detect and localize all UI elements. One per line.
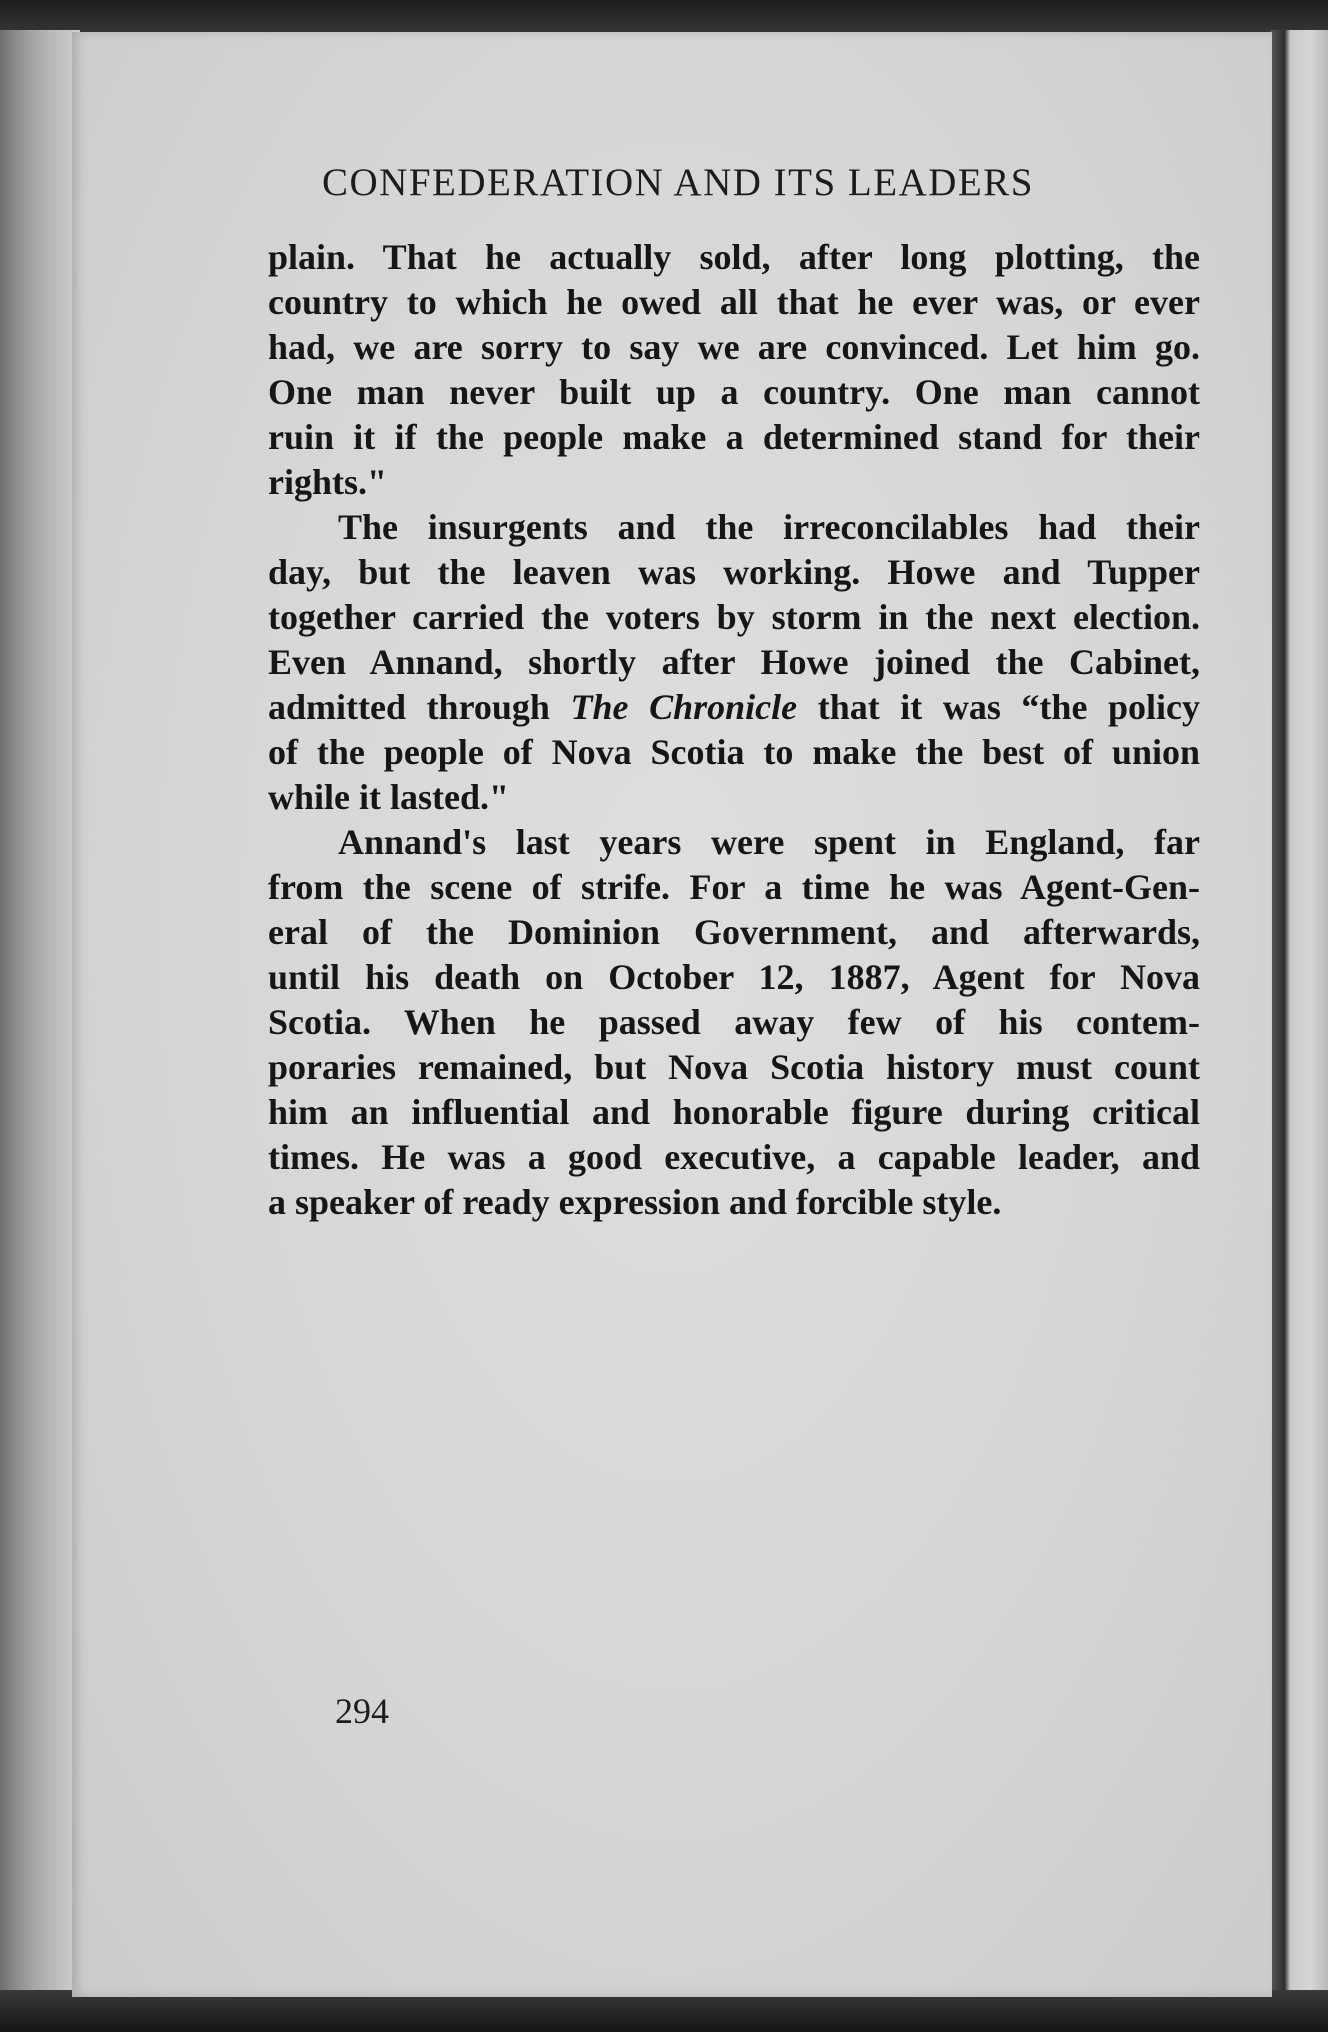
text-line: until his death on October 12, 1887, Agent for Nova [268,957,1200,997]
body-text [268,235,1200,1225]
paragraph [268,505,1200,820]
text-line: of the people of Nova Scotia to make the best of union [268,732,1200,772]
text-line: him an influential and honorable figure during critical [268,1092,1200,1132]
text-line [268,685,1200,730]
running-head: CONFEDERATION AND ITS LEADERS [322,161,1034,204]
text-line: Even Annand, shortly after Howe joined the Cabinet, [268,642,1200,682]
text-line: Annand's last years were spent in England, far [338,822,1200,862]
text-line: plain. That he actually sold, after long plotting, the [268,237,1200,277]
text-line: Scotia. When he passed away few of his contem- [268,1002,1200,1042]
text-line: while it lasted." [268,777,509,817]
page-number: 294 [335,1691,389,1731]
text-line: One man never built up a country. One man cannot [268,372,1200,412]
paragraph [268,235,1200,505]
text-line: a speaker of ready expression and forcible style. [268,1182,1002,1222]
text-segment: that it was “the policy [817,687,1200,727]
text-line: day, but the leaven was working. Howe and Tupper [268,552,1200,592]
text-line: times. He was a good executive, a capable leader, and [268,1137,1200,1177]
text-line: together carried the voters by storm in the next election. [268,597,1200,637]
text-line: country to which he owed all that he ever was, or ever [268,282,1200,322]
book-page-edges [0,30,80,2005]
text-line: from the scene of strife. For a time he was Agent-Gen- [268,867,1200,907]
text-line: ruin it if the people make a determined stand for their [268,417,1200,457]
book-right-edge [1270,30,1328,2005]
text-line: eral of the Dominion Government, and afterwards, [268,912,1200,952]
italic-title: The Chronicle [570,687,798,727]
text-line: rights." [268,462,387,502]
text-segment: admitted through [268,687,550,727]
text-line: poraries remained, but Nova Scotia history must count [268,1047,1200,1087]
text-line: had, we are sorry to say we are convinced. Let him go. [268,327,1200,367]
text-line: The insurgents and the irreconcilables had their [338,507,1200,547]
paragraph [268,820,1200,1225]
